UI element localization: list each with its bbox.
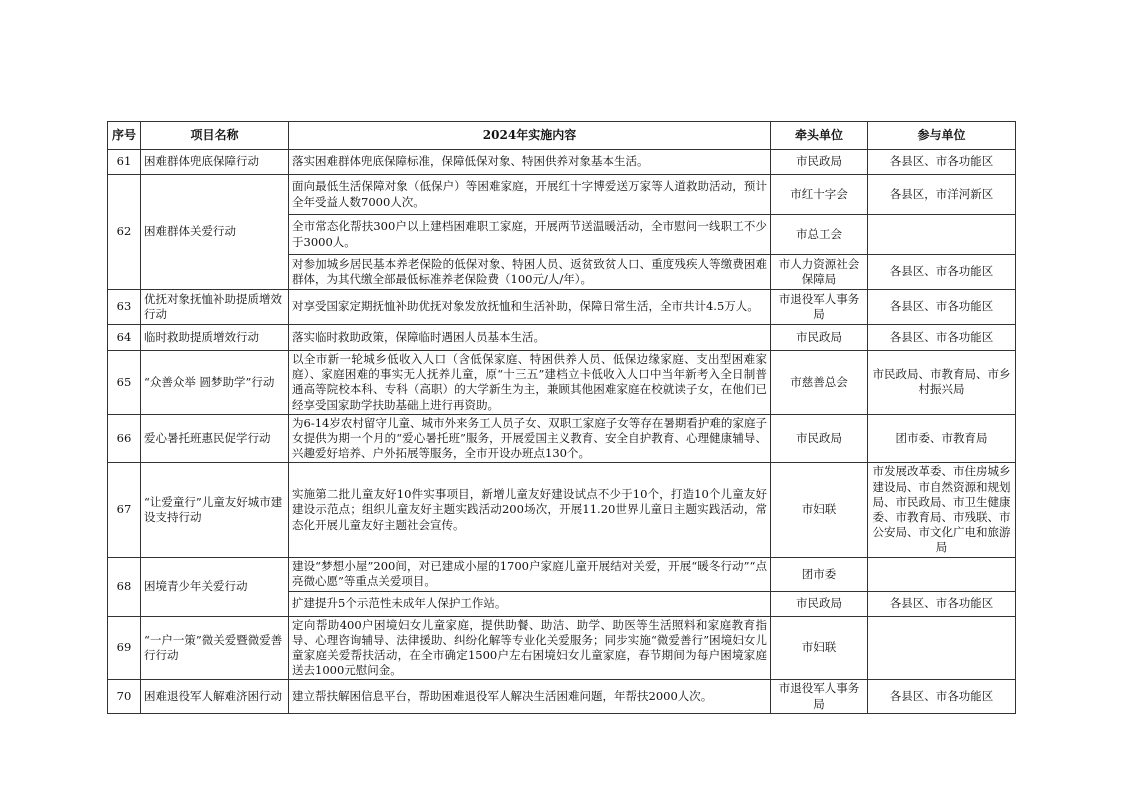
implementation-content: 建设“梦想小屋”200间，对已建成小屋的1700户家庭儿童开展结对关爱，开展“暖冬行动”“点亮微心愿”等重点关爱项目。	[289, 557, 771, 591]
lead-unit: 市退役军人事务局	[771, 290, 868, 325]
table-row	[108, 463, 1016, 557]
implementation-content: 面向最低生活保障对象（低保户）等困难家庭，开展红十字博爱送万家等人道救助活动，预计全年受益人数7000人次。	[289, 175, 771, 215]
participating-units: 各县区、市各功能区	[868, 255, 1016, 290]
row-number: 70	[108, 680, 141, 713]
table-row	[108, 616, 1016, 680]
participating-units: 市发展改革委、市住房城乡建设局、市自然资源和规划局、市民政局、市卫生健康委、市教育局、市残联、市公安局、市文化广电和旅游局	[868, 463, 1016, 557]
lead-unit: 市红十字会	[771, 175, 868, 215]
participating-units	[868, 215, 1016, 255]
lead-unit: 市民政局	[771, 325, 868, 351]
header-lead: 牵头单位	[771, 122, 868, 150]
implementation-content: 对参加城乡居民基本养老保险的低保对象、特困人员、返贫致贫人口、重度残疾人等缴费困难群体，为其代缴全部最低标准养老保险费（100元/人/年）。	[289, 255, 771, 290]
header-part: 参与单位	[868, 122, 1016, 150]
row-number: 68	[108, 557, 141, 616]
implementation-content: 落实临时救助政策，保障临时遇困人员基本生活。	[289, 325, 771, 351]
header-name: 项目名称	[141, 122, 289, 150]
project-name: 优抚对象抚恤补助提质增效行动	[141, 290, 289, 325]
participating-units	[868, 616, 1016, 680]
lead-unit: 市妇联	[771, 463, 868, 557]
table-row	[108, 150, 1016, 175]
implementation-content: 以全市新一轮城乡低收入人口（含低保家庭、特困供养人员、低保边缘家庭、支出型困难家庭）、家庭困难的事实无人抚养儿童，原“十三五”建档立卡低收入人口中当年新考入全日制普通高等院校本科、专科（高职）的大学新生为主，兼顾其他困难家庭在校就读子女，在他们已经享受国家助学扶助基础上进行再资助。	[289, 351, 771, 415]
project-name: 困难群体关爱行动	[141, 175, 289, 290]
implementation-content: 为6-14岁农村留守儿童、城市外来务工人员子女、双职工家庭子女等存在暑期看护难的家庭子女提供为期一个月的“爱心暑托班”服务，开展爱国主义教育、安全自护教育、心理健康辅导、兴趣爱好培养、户外拓展等服务，全市开设办班点130个。	[289, 414, 771, 463]
implementation-content: 建立帮扶解困信息平台，帮助困难退役军人解决生活困难问题，年帮扶2000人次。	[289, 680, 771, 713]
implementation-content: 对享受国家定期抚恤补助优抚对象发放抚恤和生活补助，保障日常生活，全市共计4.5万人。	[289, 290, 771, 325]
participating-units: 各县区、市各功能区	[868, 591, 1016, 616]
participating-units: 团市委、市教育局	[868, 414, 1016, 463]
lead-unit: 市人力资源社会保障局	[771, 255, 868, 290]
row-number: 66	[108, 414, 141, 463]
row-number: 67	[108, 463, 141, 557]
row-number: 61	[108, 150, 141, 175]
table-row	[108, 175, 1016, 215]
header-content: 2024年实施内容	[289, 122, 771, 150]
lead-unit: 市慈善总会	[771, 351, 868, 415]
implementation-content: 落实困难群体兜底保障标准，保障低保对象、特困供养对象基本生活。	[289, 150, 771, 175]
participating-units: 市民政局、市教育局、市乡村振兴局	[868, 351, 1016, 415]
implementation-content: 扩建提升5个示范性未成年人保护工作站。	[289, 591, 771, 616]
lead-unit: 市民政局	[771, 591, 868, 616]
lead-unit: 团市委	[771, 557, 868, 591]
row-number: 62	[108, 175, 141, 290]
header-row	[108, 122, 1016, 150]
table-row	[108, 557, 1016, 591]
table-row	[108, 290, 1016, 325]
participating-units: 各县区、市各功能区	[868, 290, 1016, 325]
project-name: “让爱童行”儿童友好城市建设支持行动	[141, 463, 289, 557]
table-row	[108, 414, 1016, 463]
table-row	[108, 325, 1016, 351]
implementation-content: 实施第二批儿童友好10件实事项目，新增儿童友好建设试点不少于10个，打造10个儿童友好建设示范点；组织儿童友好主题实践活动200场次，开展11.20世界儿童日主题实践活动，常态化开展儿童友好主题社会宣传。	[289, 463, 771, 557]
lead-unit: 市民政局	[771, 414, 868, 463]
header-no: 序号	[108, 122, 141, 150]
participating-units: 各县区、市各功能区	[868, 150, 1016, 175]
row-number: 69	[108, 616, 141, 680]
project-name: 困难退役军人解难济困行动	[141, 680, 289, 713]
table-row	[108, 351, 1016, 415]
participating-units	[868, 557, 1016, 591]
project-name: 爱心暑托班惠民促学行动	[141, 414, 289, 463]
lead-unit: 市妇联	[771, 616, 868, 680]
lead-unit: 市民政局	[771, 150, 868, 175]
plan-table	[107, 121, 1016, 714]
participating-units: 各县区，市洋河新区	[868, 175, 1016, 215]
project-name: 困境青少年关爱行动	[141, 557, 289, 616]
participating-units: 各县区、市各功能区	[868, 680, 1016, 713]
project-name: 临时救助提质增效行动	[141, 325, 289, 351]
project-name: “一户一策”微关爱暨微爱善行行动	[141, 616, 289, 680]
lead-unit: 市退役军人事务局	[771, 680, 868, 713]
row-number: 63	[108, 290, 141, 325]
row-number: 65	[108, 351, 141, 415]
project-name: 困难群体兜底保障行动	[141, 150, 289, 175]
implementation-content: 定向帮助400户困境妇女儿童家庭，提供助餐、助洁、助学、助医等生活照料和家庭教育指导、心理咨询辅导、法律援助、纠纷化解等专业化关爱服务；同步实施“微爱善行”困境妇女儿童家庭关爱帮扶活动，在全市确定1500户左右困境妇女儿童家庭，春节期间为每户困境家庭送去1000元慰问金。	[289, 616, 771, 680]
table-row	[108, 680, 1016, 713]
lead-unit: 市总工会	[771, 215, 868, 255]
implementation-content: 全市常态化帮扶300户以上建档困难职工家庭，开展两节送温暖活动，全市慰问一线职工不少于3000人。	[289, 215, 771, 255]
project-name: “众善众举 圆梦助学”行动	[141, 351, 289, 415]
row-number: 64	[108, 325, 141, 351]
participating-units: 各县区、市各功能区	[868, 325, 1016, 351]
